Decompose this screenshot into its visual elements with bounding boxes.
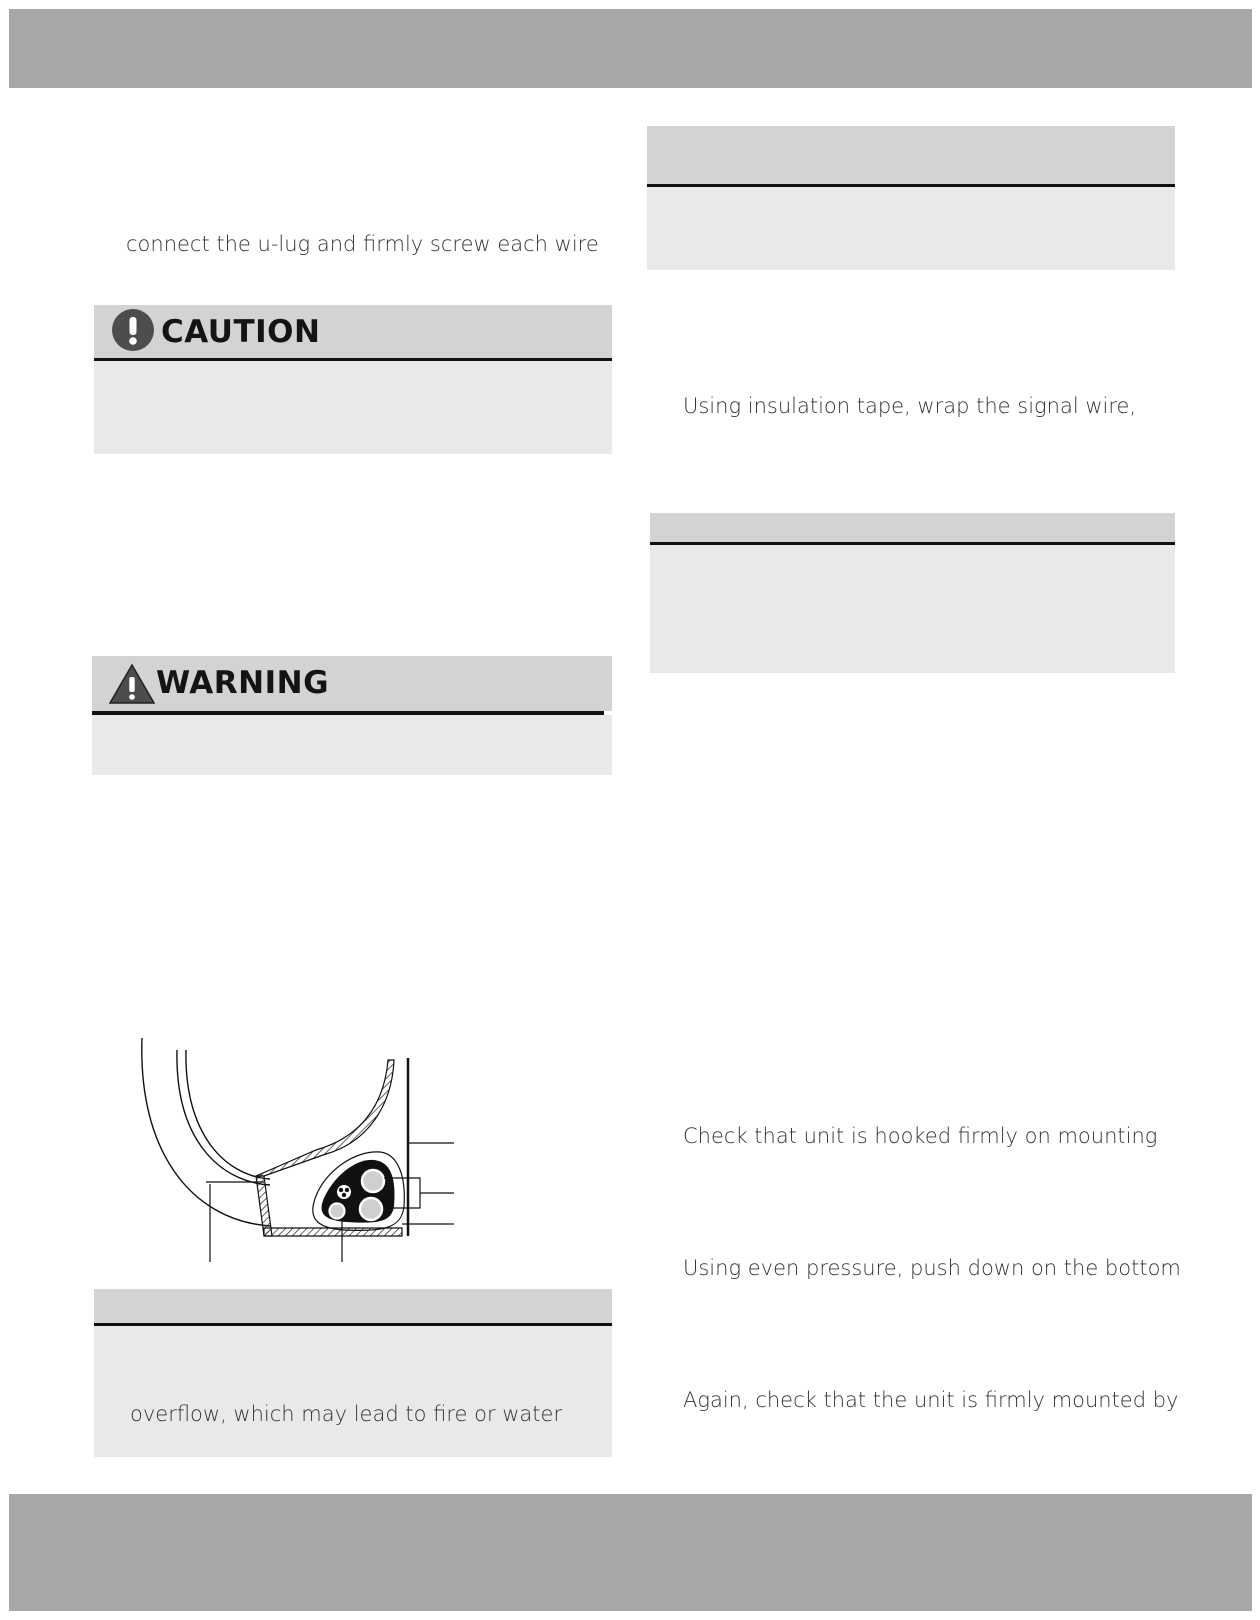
- note-box-left-text: overflow, which may lead to fire or water: [130, 1402, 563, 1426]
- note-box-right-top: [647, 126, 1175, 270]
- push-bottom-text: Using even pressure, push down on the bottom: [683, 1256, 1181, 1280]
- check-mounting-text: Check that unit is hooked firmly on mounting: [683, 1124, 1158, 1148]
- caution-box: [94, 305, 612, 454]
- step-text: connect the u-lug and firmly screw each wire: [126, 232, 599, 256]
- note-box-left: [94, 1289, 612, 1457]
- note-box-right-top-header: [647, 126, 1175, 184]
- warning-box: [92, 656, 612, 775]
- check-again-text: Again, check that the unit is firmly mounted by: [683, 1388, 1179, 1412]
- warning-content: [92, 715, 612, 775]
- caution-content: [94, 361, 612, 454]
- header-band: [9, 9, 1252, 88]
- caution-title: CAUTION: [161, 314, 321, 350]
- cable-cross-section-diagram: [130, 1030, 470, 1270]
- wrap-signal-wire-text: Using insulation tape, wrap the signal wire,: [683, 394, 1137, 418]
- note-box-right-middle: [650, 513, 1175, 673]
- exclamation-circle-icon: [112, 309, 154, 351]
- note-box-left-header: [94, 1289, 612, 1323]
- footer-band: [9, 1494, 1252, 1611]
- note-box-right-top-content: [647, 187, 1175, 270]
- warning-title: WARNING: [156, 665, 330, 701]
- note-box-right-middle-header: [650, 513, 1175, 542]
- note-box-right-middle-content: [650, 545, 1175, 673]
- warning-triangle-icon: [108, 663, 156, 705]
- note-box-left-content: [94, 1326, 612, 1457]
